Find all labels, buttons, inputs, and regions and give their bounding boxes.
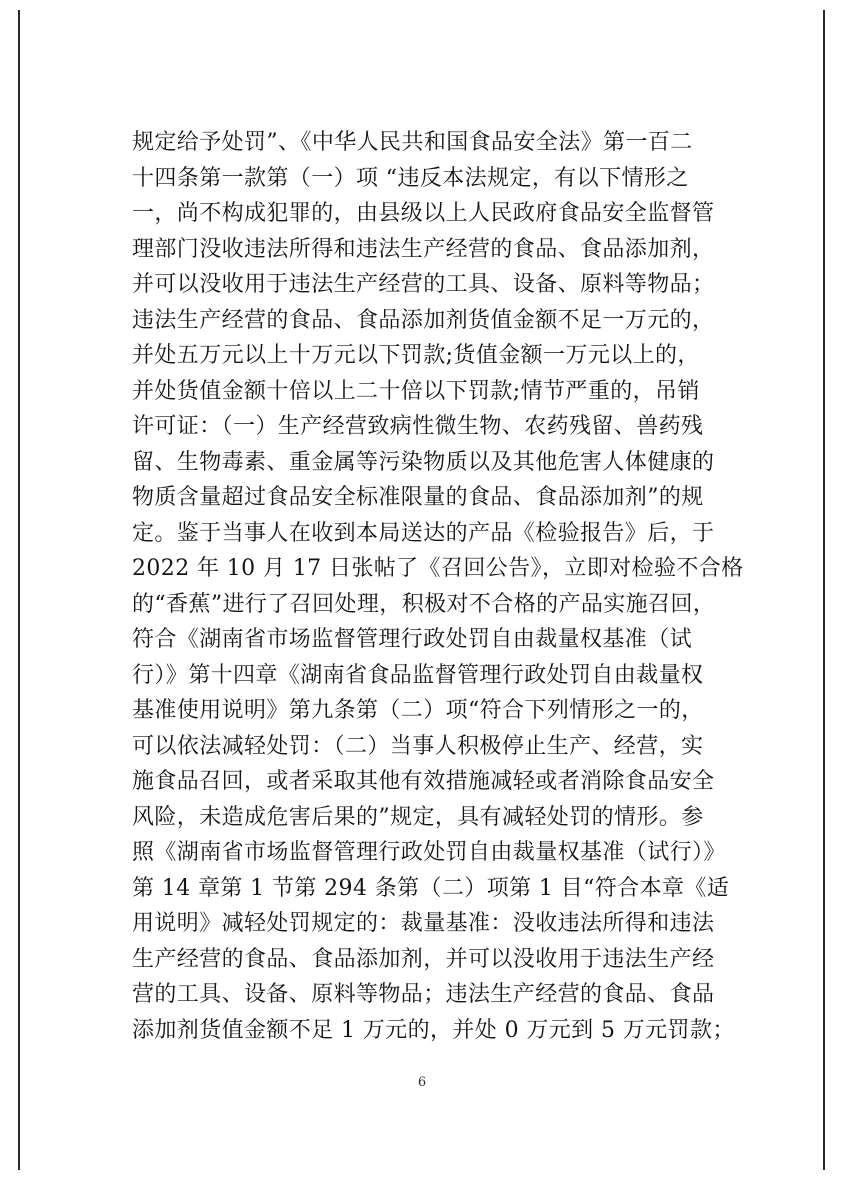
- page-number: 6: [417, 1075, 427, 1090]
- text-line: 添加剂货值金额不足 1 万元的，并处 0 万元到 5 万元罚款；: [132, 1017, 735, 1043]
- text-line: 并可以没收用于违法生产经营的工具、设备、原料等物品；: [132, 272, 715, 297]
- text-line: 生产经营的食品、食品添加剂，并可以没收用于违法生产经: [132, 946, 715, 972]
- text-line: 定。鉴于当事人在收到本局送达的产品《检验报告》后，于: [132, 520, 715, 546]
- text-line: 用说明》减轻处罚规定的：裁量基准：没收违法所得和违法: [132, 911, 715, 936]
- text-line: 一，尚不构成犯罪的，由县级以上人民政府食品安全监督管: [132, 201, 715, 226]
- text-line: 第 14 章第 1 节第 294 条第（二）项第 1 目“符合本章《适: [132, 875, 730, 901]
- text-line: 并处货值金额十倍以上二十倍以下罚款;情节严重的，吊销: [132, 378, 700, 404]
- text-line: 许可证：（一）生产经营致病性微生物、农药残留、兽药残: [132, 414, 704, 439]
- document-body: [132, 125, 744, 1048]
- text-line: 照《湖南省市场监督管理行政处罚自由裁量权基准（试行）》: [132, 840, 726, 865]
- text-line: 施食品召回，或者采取其他有效措施减轻或者消除食品安全: [132, 769, 715, 794]
- text-line: 2022 年 10 月 17 日张帖了《召回公告》，立即对检验不合格: [132, 556, 744, 581]
- text-line: 的“香蕉”进行了召回处理，积极对不合格的产品实施召回，: [132, 591, 716, 617]
- text-line: 基准使用说明》第九条第（二）项“符合下列情形之一的，: [132, 698, 704, 723]
- text-line: 规定给予处罚”、《中华人民共和国食品安全法》第一百二: [132, 130, 693, 155]
- text-line: 风险，未造成危害后果的”规定，具有减轻处罚的情形。参: [132, 804, 704, 830]
- text-line: 理部门没收违法所得和违法生产经营的食品、食品添加剂，: [132, 236, 715, 262]
- text-line: 并处五万元以上十万元以下罚款;货值金额一万元以上的，: [132, 343, 700, 368]
- text-line: 营的工具、设备、原料等物品；违法生产经营的食品、食品: [132, 982, 715, 1007]
- text-line: 可以依法减轻处罚：（二）当事人积极停止生产、经营，实: [132, 733, 704, 759]
- text-line: 十四条第一款第（一）项 “违反本法规定，有以下情形之: [132, 165, 689, 191]
- text-line: 行）》第十四章《湖南省食品监督管理行政处罚自由裁量权: [132, 662, 704, 688]
- text-line: 符合《湖南省市场监督管理行政处罚自由裁量权基准（试: [132, 627, 693, 652]
- text-line: 违法生产经营的食品、食品添加剂货值金额不足一万元的，: [132, 307, 715, 333]
- text-line: 物质含量超过食品安全标准限量的食品、食品添加剂”的规: [132, 485, 704, 510]
- text-line: 留、生物毒素、重金属等污染物质以及其他危害人体健康的: [132, 449, 715, 475]
